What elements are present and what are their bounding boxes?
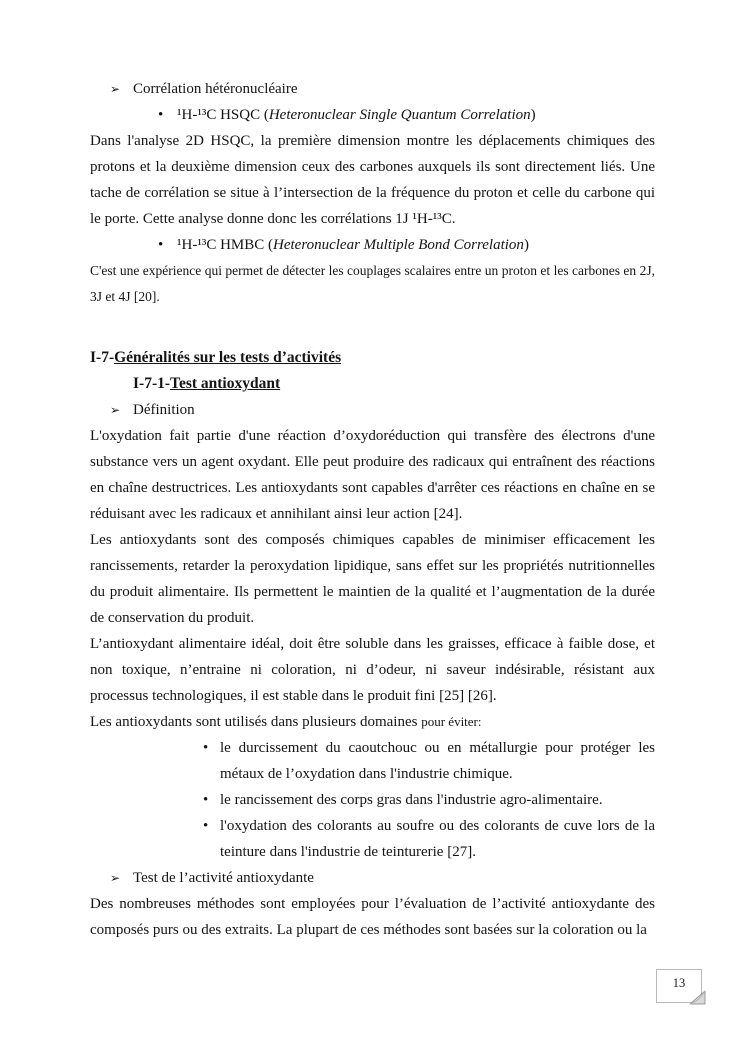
arrow-bullet-icon: ➢	[110, 82, 121, 96]
folded-corner-icon	[689, 990, 706, 1005]
text-segment: Généralités sur les tests d’activités	[114, 349, 342, 366]
text-segment: I-7-	[90, 349, 115, 366]
document-body	[90, 76, 655, 943]
list-item-rancissement-corps-gras	[90, 787, 655, 813]
text-segment: Définition	[133, 402, 195, 418]
dot-bullet-icon: •	[203, 818, 209, 834]
text-segment: le rancissement des corps gras dans l'industrie agro-alimentaire.	[220, 792, 603, 808]
heading-i71-test-antioxydant	[90, 371, 655, 397]
paragraph-hmbc-experience	[90, 258, 655, 310]
list-item-durcissement-caoutchouc	[90, 735, 655, 787]
text-segment: Les antioxydants sont utilisés dans plusieurs domaines	[90, 714, 422, 730]
text-segment: ¹H-¹³C HMBC (	[177, 237, 273, 253]
paragraph-domaines-utilisation	[90, 709, 655, 735]
text-segment: Heteronuclear Single Quantum Correlation	[268, 107, 531, 123]
text-segment: ¹H-¹³C HSQC (	[177, 107, 269, 123]
text-segment: C'est une expérience qui permet de détecter les couplages scalaires entre un proton et les carbones en 2J, 3J et 4J [20].	[90, 263, 655, 304]
text-segment: Les antioxydants sont des composés chimiques capables de minimiser efficacement les rancissements, retarder la peroxydation lipidique, sans effet sur les propriétés nutritionnelles du produit alimentaire. Ils permettent le maintien de la qualité et l’augmentation de la durée de conservation du produit.	[90, 532, 655, 626]
dot-bullet-icon: •	[203, 792, 209, 808]
text-segment: l'oxydation des colorants au soufre ou des colorants de cuve lors de la teinture dans l'industrie de teinturerie [27].	[220, 818, 655, 860]
list-item-hsqc	[90, 102, 655, 128]
text-segment: Corrélation hétéronucléaire	[133, 81, 298, 97]
text-segment: I-7-1-	[133, 375, 171, 392]
text-segment: )	[523, 237, 529, 253]
text-segment: le durcissement du caoutchouc ou en métallurgie pour protéger les métaux de l’oxydation dans l'industrie chimique.	[220, 740, 655, 782]
paragraph-oxydation-definition	[90, 423, 655, 527]
dot-bullet-icon: •	[203, 740, 209, 756]
text-segment: )	[530, 107, 536, 123]
text-segment: L'oxydation fait partie d'une réaction d’oxydoréduction qui transfère des électrons d'une substance vers un agent oxydant. Elle peut produire des radicaux qui entraînent des réactions en chaîne destructrices. Les antioxydants sont capables d'arrêter ces réactions en chaîne en se réduisant avec les radicaux et annihilant ainsi leur action [24].	[90, 428, 655, 522]
dot-bullet-icon: •	[158, 237, 164, 253]
text-segment: Test antioxydant	[170, 375, 281, 392]
paragraph-antioxydants-composes	[90, 527, 655, 631]
list-item-correlation-heteronucleaire	[90, 76, 655, 102]
text-segment: pour éviter:	[421, 714, 482, 729]
list-item-test-activite-antioxydante	[90, 865, 655, 891]
text-segment: Dans l'analyse 2D HSQC, la première dimension montre les déplacements chimiques des protons et la deuxième dimension ceux des carbones auxquels ils sont directement liés. Une tache de corrélation se situe à l’intersection de la fréquence du proton et celle du carbone qui le porte. Cette analyse donne donc les corrélations 1J ¹H-¹³C.	[90, 133, 655, 227]
text-segment: Des nombreuses méthodes sont employées pour l’évaluation de l’activité antioxydante des composés purs ou des extraits. La plupart de ces méthodes sont basées sur la coloration ou la	[90, 896, 655, 938]
arrow-bullet-icon: ➢	[110, 403, 121, 417]
paragraph-methodes-evaluation	[90, 891, 655, 943]
list-item-oxydation-colorants	[90, 813, 655, 865]
list-item-definition	[90, 397, 655, 423]
arrow-bullet-icon: ➢	[110, 871, 121, 885]
text-segment: Heteronuclear Multiple Bond Correlation	[273, 237, 524, 253]
list-item-hmbc	[90, 232, 655, 258]
text-segment: L’antioxydant alimentaire idéal, doit être soluble dans les graisses, efficace à faible dose, et non toxique, n’entraine ni coloration, ni d’odeur, ni saveur indésirable, résistant aux processus technologiques, il est stable dans le produit fini [25] [26].	[90, 636, 655, 704]
page-number: 13	[672, 976, 686, 990]
heading-i7-generalites	[90, 345, 655, 371]
paragraph-antioxydant-ideal	[90, 631, 655, 709]
dot-bullet-icon: •	[158, 107, 164, 123]
page-number-badge	[656, 969, 702, 1003]
paragraph-hsqc-analyse	[90, 128, 655, 232]
text-segment: Test de l’activité antioxydante	[133, 870, 314, 886]
